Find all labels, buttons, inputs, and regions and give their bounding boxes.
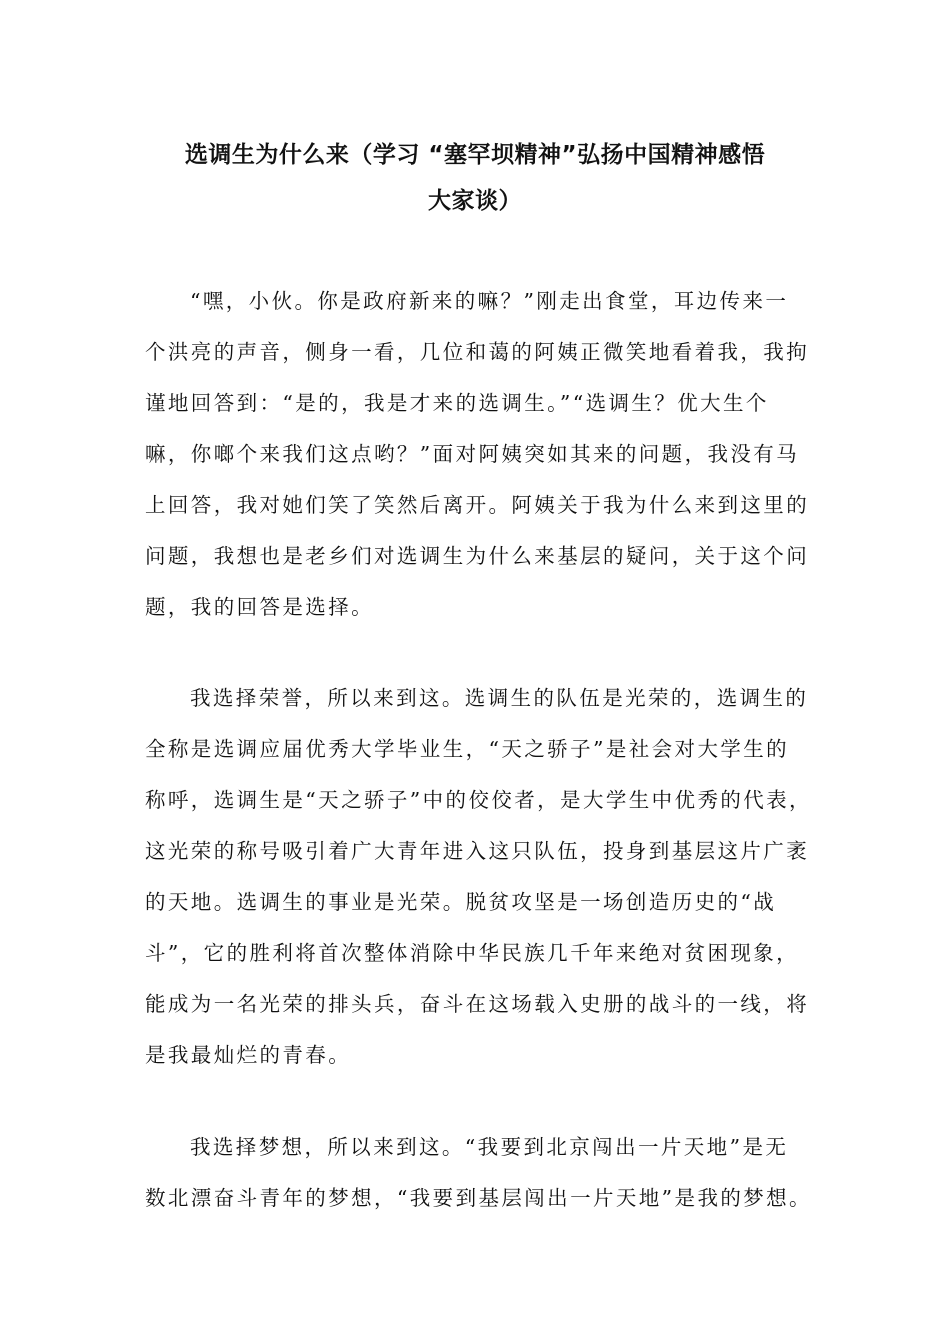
text-line: 全称是选调应届优秀大学毕业生，“天之骄子”是社会对大学生的 (145, 737, 790, 761)
text-line: 嘛，你啷个来我们这点哟？”面对阿姨突如其来的问题，我没有马 (145, 442, 800, 466)
text-line: 问题，我想也是老乡们对选调生为什么来基层的疑问，关于这个问 (145, 544, 810, 568)
text-line: 题，我的回答是选择。 (145, 595, 374, 619)
paragraph-3 (145, 1122, 812, 1224)
text-line: 称呼，选调生是“天之骄子”中的佼佼者，是大学生中优秀的代表， (145, 788, 812, 812)
text-line: 这光荣的称号吸引着广大青年进入这只队伍，投身到基层这片广袤 (145, 839, 810, 863)
text-line: 个洪亮的声音，侧身一看，几位和蔼的阿姨正微笑地看着我，我拘 (145, 340, 810, 364)
text-line: 我选择梦想，所以来到这。“我要到北京闯出一片天地”是无 (190, 1135, 789, 1159)
title-line: 大家谈） (428, 188, 522, 214)
paragraph-2 (145, 673, 812, 1081)
paragraph-1 (145, 276, 810, 633)
text-line: 上回答，我对她们笑了笑然后离开。阿姨关于我为什么来到这里的 (145, 493, 810, 517)
text-line: 的天地。选调生的事业是光荣。脱贫攻坚是一场创造历史的“战 (145, 890, 777, 914)
text-line: 数北漂奋斗青年的梦想，“我要到基层闯出一片天地”是我的梦想。 (145, 1186, 812, 1210)
text-line: 能成为一名光荣的排头兵，奋斗在这场载入史册的战斗的一线，将 (145, 992, 810, 1016)
text-line: 斗”，它的胜利将首次整体消除中华民族几千年来绝对贫困现象， (145, 941, 800, 965)
document-title (140, 132, 810, 224)
text-line: 我选择荣誉，所以来到这。选调生的队伍是光荣的，选调生的 (190, 686, 809, 710)
text-line: 是我最灿烂的青春。 (145, 1043, 352, 1067)
text-line: 谨地回答到：“是的，我是才来的选调生。”“选调生？优大生个 (145, 391, 769, 415)
title-line: 选调生为什么来（学习 “塞罕坝精神”弘扬中国精神感悟 (184, 142, 766, 168)
text-line: “嘿，小伙。你是政府新来的嘛？”刚走出食堂，耳边传来一 (190, 289, 789, 313)
